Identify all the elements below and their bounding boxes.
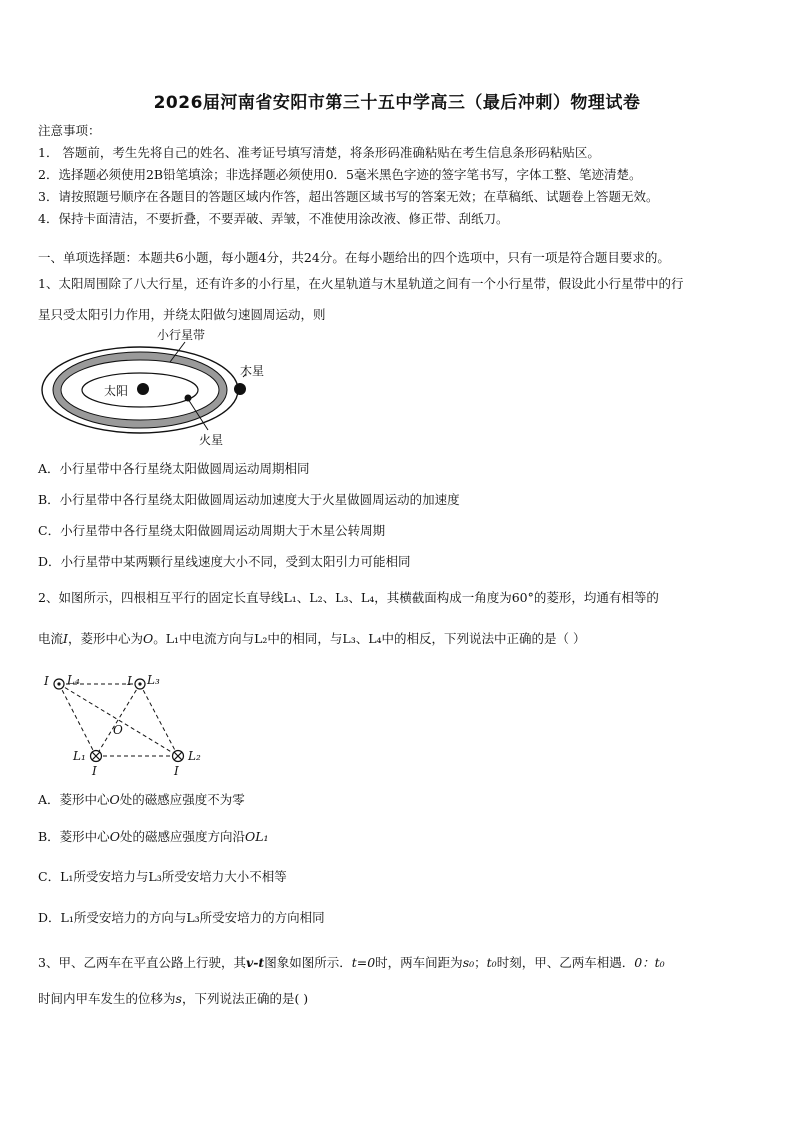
wire-label: L₁ <box>60 910 74 925</box>
q1-option-b: B．小行星带中各行星绕太阳做圆周运动加速度大于火星做圆周运动的加速度 <box>38 492 460 507</box>
q2-option-a <box>38 790 245 808</box>
current-symbol: I <box>63 631 68 646</box>
wire-l3-out-icon <box>135 679 145 689</box>
text: 中的相同，与 <box>267 631 343 646</box>
question-2-stem <box>38 629 586 647</box>
sun-dot <box>137 383 149 395</box>
text: ； <box>474 955 487 970</box>
text: B．菱形中心 <box>38 829 110 844</box>
notice-heading: 注意事项： <box>38 123 101 138</box>
sun-label: 太阳 <box>104 384 129 398</box>
text: 处的磁感应强度不为零 <box>119 792 245 807</box>
text: 时间内甲车发生的位移为 <box>38 991 176 1006</box>
center-symbol: O <box>142 631 154 646</box>
wire-label-l4: L₄ <box>67 673 80 687</box>
time-symbol: t₀ <box>486 955 497 970</box>
text: 所受安培力大小不相等 <box>161 869 287 884</box>
question-1-stem: 星只受太阳引力作用，并绕太阳做匀速圆周运动，则 <box>38 307 326 322</box>
notice-item: 4．保持卡面清洁，不要折叠，不要弄破、弄皱，不准使用涂改液、修正带、刮纸刀。 <box>38 211 509 226</box>
text: 中电流方向与 <box>179 631 255 646</box>
distance-symbol: s₀ <box>462 955 475 970</box>
wire-label: L₁ <box>60 869 74 884</box>
wire-l2-in-icon <box>173 751 184 762</box>
q2-option-c <box>38 867 287 885</box>
text: D． <box>38 910 61 925</box>
mars-dot <box>185 395 192 402</box>
text: 图象如图所示． <box>264 955 352 970</box>
diagonal-l4-l2 <box>59 684 178 756</box>
text: ，其横截面构成一角度为 <box>374 590 512 605</box>
current-label-l1: I <box>92 764 97 778</box>
text: 所受安培力与 <box>73 869 149 884</box>
jupiter-label: 木星 <box>240 364 265 378</box>
wire-label-l3: L₃ <box>147 673 160 687</box>
wire-label: L₃ <box>148 869 162 884</box>
wire-label: L₃ <box>186 910 200 925</box>
notice-item: 2．选择题必须使用2B铅笔填涂；非选择题必须使用0．5毫米黑色字迹的签字笔书写，字体工整、笔迹清楚。 <box>38 167 642 182</box>
center-symbol: O <box>109 792 120 807</box>
time-zero: t=0 <box>351 955 376 970</box>
text: 2、如图所示，四根相互平行的固定长直导线 <box>38 590 284 605</box>
text: 电流 <box>38 631 64 646</box>
center-label: O <box>113 723 123 737</box>
direction-symbol: OL₁ <box>244 829 269 844</box>
q1-option-a: A．小行星带中各行星绕太阳做圆周运动周期相同 <box>38 461 310 476</box>
displacement-symbol: s <box>175 991 182 1006</box>
time-range: 0：t₀ <box>634 955 665 970</box>
q1-option-c: C．小行星带中各行星绕太阳做圆周运动周期大于木星公转周期 <box>38 523 386 538</box>
text: 3、甲、乙两车在平直公路上行驶，其 <box>38 955 246 970</box>
question-3-stem <box>38 953 665 971</box>
q2-option-d <box>38 908 325 926</box>
text: 所受安培力的方向与 <box>73 910 187 925</box>
wire-label: L₂ <box>254 631 268 646</box>
text: 处的磁感应强度方向沿 <box>119 829 245 844</box>
page-title: 2026届河南省安阳市第三十五中学高三（最后冲刺）物理试卷 <box>153 93 641 113</box>
current-label-l2: I <box>174 764 179 778</box>
q2-option-b <box>38 827 269 845</box>
current-label-l3: I <box>127 674 132 688</box>
text: 。 <box>153 631 166 646</box>
current-label-l4: I <box>44 674 49 688</box>
section-heading: 一、单项选择题：本题共6小题，每小题4分，共24分。在每小题给出的四个选项中，只有一项是符合题目要求的。 <box>38 250 670 265</box>
text: 时刻，甲、乙两车相遇． <box>496 955 635 970</box>
notice-item: 1． 答题前，考生先将自己的姓名、准考证号填写清楚，将条形码准确粘贴在考生信息条形码粘贴区。 <box>38 145 600 160</box>
vt-symbol: v-t <box>245 955 265 970</box>
asteroid-belt-label: 小行星带 <box>157 328 206 342</box>
question-2-stem <box>38 588 659 606</box>
text: C． <box>38 869 61 884</box>
notice-item: 3．请按照题号顺序在各题目的答题区域内作答，超出答题区域书写的答案无效；在草稿纸、试题卷上答题无效。 <box>38 189 659 204</box>
wire-labels: L₁、L₂、L₃、L₄ <box>283 590 375 605</box>
wire-label-l2: L₂ <box>188 749 201 763</box>
question-3-stem <box>38 989 308 1007</box>
text: 时，两车间距为 <box>375 955 463 970</box>
wire-label: L₁ <box>165 631 180 646</box>
wire-l1-in-icon <box>91 751 102 762</box>
text: ，下列说法正确的是( ) <box>181 991 309 1006</box>
q1-option-d: D．小行星带中某两颗行星线速度大小不同，受到太阳引力可能相同 <box>38 554 411 569</box>
angle-value: 60° <box>511 590 534 605</box>
diagonal-l3-l1 <box>96 684 140 756</box>
edge-right <box>140 684 178 756</box>
text: 的菱形，均通有相等的 <box>533 590 659 605</box>
wire-label-l1: L₁ <box>73 749 86 763</box>
center-symbol: O <box>109 829 120 844</box>
mars-label: 火星 <box>199 433 224 447</box>
text: ，菱形中心为 <box>67 631 143 646</box>
text: 中的相反，下列说法中正确的是（ ） <box>381 631 586 646</box>
question-1-stem: 1、太阳周围除了八大行星，还有许多的小行星，在火星轨道与木星轨道之间有一个小行星带，假设此小行星带中的行 <box>38 276 684 291</box>
text: A．菱形中心 <box>38 792 110 807</box>
text: 所受安培力的方向相同 <box>199 910 325 925</box>
wire-l4-out-icon <box>54 679 64 689</box>
jupiter-dot <box>234 383 246 395</box>
wire-label: L₃、L₄ <box>342 631 382 646</box>
